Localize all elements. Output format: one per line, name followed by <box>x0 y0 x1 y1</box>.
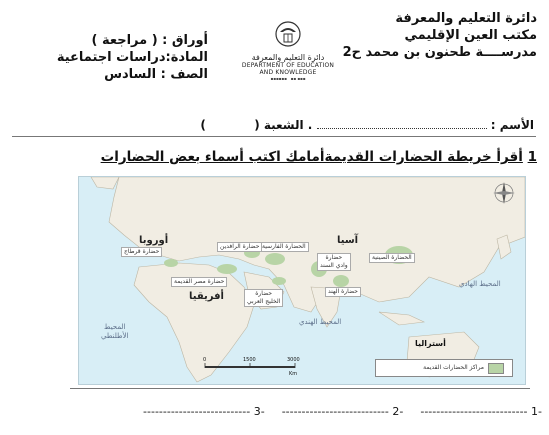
label-australia: أستراليا <box>415 339 446 348</box>
label-carthage-civilization: حضارة قرطاج <box>121 247 162 257</box>
worksheet-info <box>38 32 208 83</box>
divider-bottom <box>70 388 530 389</box>
scale-mid: 1500 <box>243 357 256 363</box>
center-gulf <box>272 277 286 285</box>
section-close: ) <box>200 118 206 132</box>
answer-2[interactable]: -2 --------------------------- <box>281 405 404 418</box>
label-gulf-civilization <box>244 289 283 307</box>
worksheet-type: أوراق : ( مراجعة ) <box>91 33 208 48</box>
label-atlantic-ocean <box>101 323 129 341</box>
logo-english-text-1: DEPARTMENT OF EDUCATION <box>241 62 335 69</box>
label-indus-civilization <box>317 253 351 271</box>
label-africa: أفريقيا <box>189 291 224 302</box>
atlantic-line-1: المحيط <box>104 323 126 331</box>
section-label: . الشعبة ( <box>254 118 313 132</box>
department-logo <box>232 20 344 81</box>
label-mesopotamia-civilization: حضارة الرافدين <box>217 242 262 252</box>
atlantic-line-2: الأطلنطي <box>101 332 129 340</box>
question-text: أقرأ خريطة الحضارات القديمةأمامك اكتب أسماء بعض الحضارات <box>100 149 523 165</box>
falcon-emblem-icon <box>273 20 303 48</box>
center-persia <box>265 253 285 265</box>
logo-english-text-2: AND KNOWLEDGE <box>259 69 317 76</box>
map-legend <box>375 359 513 377</box>
answer-3[interactable]: -3 --------------------------- <box>143 405 265 418</box>
question-1 <box>101 149 537 165</box>
logo-footnote: ▪▪▪▪▪▪ ▪▪ ▪▪▪ <box>270 76 306 81</box>
label-europe: أوروبا <box>139 235 169 246</box>
student-info-row <box>18 118 534 132</box>
scale-zero: 0 <box>203 357 207 363</box>
grade: الصف : السادس <box>104 67 208 82</box>
label-egypt-civilization: حضارة مصر القديمة <box>171 277 227 287</box>
label-indian-ocean: المحيط الهندي <box>299 318 342 326</box>
question-number: 1 <box>527 149 537 165</box>
gulf-line-2: الخليج العربي <box>247 298 281 305</box>
school-name: مدرســــة طحنون بن محمد ح2 <box>342 45 537 60</box>
scale-unit: Km <box>289 371 298 377</box>
indus-line-2: وادي السند <box>320 262 348 269</box>
center-india <box>333 275 349 287</box>
center-carthage <box>164 259 178 267</box>
center-egypt <box>217 264 237 274</box>
answer-1[interactable]: -1 --------------------------- <box>420 405 542 418</box>
label-asia: آسيا <box>337 235 359 246</box>
ancient-civilizations-map <box>78 176 526 385</box>
name-label: الأسم : <box>490 118 534 132</box>
greenland-landmass <box>91 177 119 189</box>
label-india-civilization: حضارة الهند <box>325 287 361 297</box>
scale-end: 3000 <box>287 357 300 363</box>
legend-text: مراكز الحضارات القديمة <box>423 364 484 371</box>
indus-line-1: حضارة <box>325 254 343 261</box>
school-header <box>337 10 537 61</box>
label-chinese-civilization: الحضارة الصينية <box>369 253 415 263</box>
name-field[interactable] <box>317 118 487 129</box>
subject: المادة:دراسات اجتماعية <box>56 50 208 65</box>
label-pacific-ocean: المحيط الهادي <box>459 280 501 288</box>
department-name: دائرة التعليم والمعرفة <box>395 11 537 26</box>
indonesia-landmass <box>379 312 424 325</box>
logo-arabic-text: دائرة التعليم والمعرفة <box>251 53 325 62</box>
divider-top <box>12 136 536 137</box>
legend-swatch <box>488 363 504 374</box>
office-name: مكتب العين الإقليمي <box>404 28 537 43</box>
answer-row <box>6 405 542 418</box>
gulf-line-1: حضارة <box>255 290 273 297</box>
label-persian-civilization: الحضارة الفارسية <box>259 242 309 252</box>
